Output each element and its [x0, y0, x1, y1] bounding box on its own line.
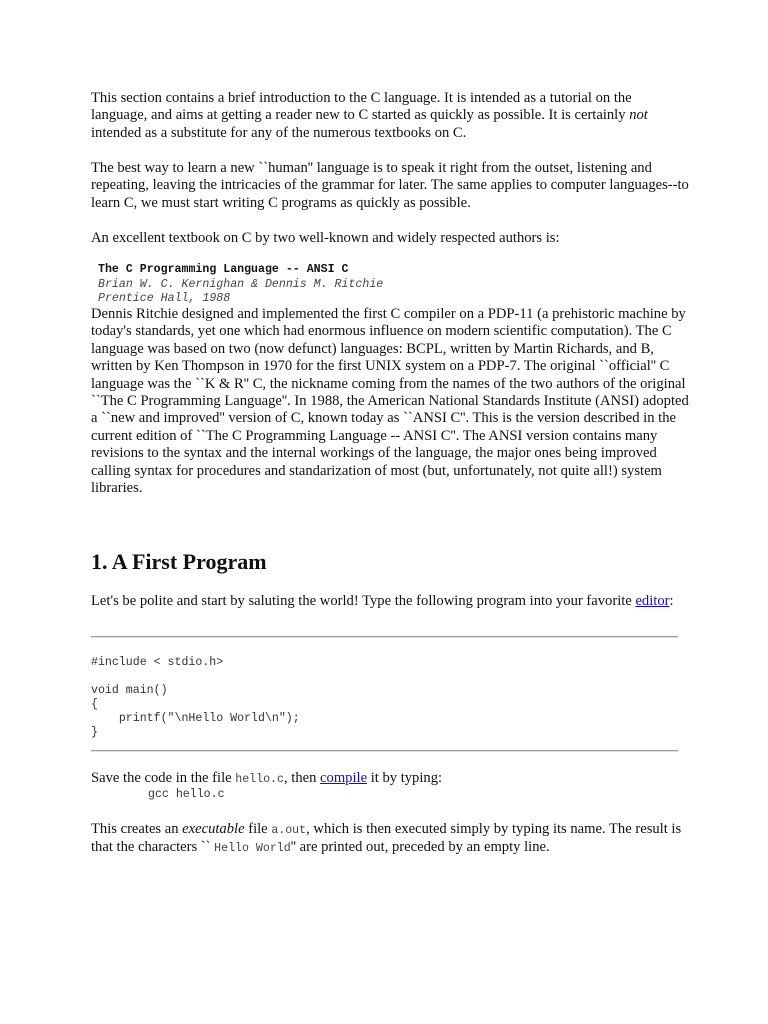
filename-a-out: a.out	[271, 824, 307, 837]
textbook-intro-paragraph: An excellent textbook on C by two well-known and widely respected authors is:	[91, 230, 560, 246]
intro-text-a: This section contains a brief introduction to the C language. It is intended as a tutorial on the language, and aims at getting a reader new to C started as quickly as possible. It is certainly	[91, 90, 632, 124]
book-title: The C Programming Language -- ANSI C	[98, 263, 349, 276]
executable-emphasis: executable	[182, 821, 245, 837]
lead-text-b: :	[669, 593, 674, 609]
book-authors: Brian W. C. Kernighan & Dennis M. Ritchie	[98, 277, 384, 291]
save-text-b: , then	[283, 770, 321, 786]
intro-paragraph	[91, 90, 691, 142]
hello-world-code: #include < stdio.h> void main() { printf("\nHello World\n"); }	[91, 656, 300, 740]
first-program-lead	[91, 593, 691, 610]
exec-text-c: , which is then executed simply by typing its name. The result is that the characters ``	[91, 821, 682, 856]
history-paragraph: Dennis Ritchie designed and implemented the first C compiler on a PDP-11 (a prehistoric machine by today's standards, yet one which had enormous influence on modern scientific computation). The C language was based on two (now defunct) languages: BCPL, written by Martin Richards, and B, written by Ken Thompson in 1970 for the first UNIX system on a PDP-7. The original ``official'' C language was the ``K & R'' C, the nickname coming from the names of the two authors of the original ``The C Programming Language''. In 1988, the American National Standards Institute (ANSI) adopted a ``new and improved'' version of C, known today as ``ANSI C''. This is the version described in the current edition of ``The C Programming Language -- ANSI C''. The ANSI version contains many revisions to the syntax and the internal workings of the language, the major ones being improved calling syntax for procedures and standarization of most (but, unfortunately, not quite all!) system libraries.	[91, 306, 689, 497]
section-heading: 1. A First Program	[91, 549, 267, 574]
exec-text-d: '' are printed out, preceded by an empty line.	[290, 839, 550, 856]
executable-paragraph	[91, 821, 691, 858]
save-text-c: it by typing:	[367, 770, 443, 786]
book-publisher: Prentice Hall, 1988	[98, 292, 231, 305]
save-text-a: Save the code in the file	[91, 770, 236, 786]
book-reference	[98, 263, 383, 307]
hello-world-output: Hello World	[214, 842, 291, 856]
code-top-rule	[91, 636, 678, 638]
editor-link[interactable]: editor	[635, 593, 670, 609]
compile-link[interactable]: compile	[320, 770, 368, 786]
intro-text-b: intended as a substitute for any of the numerous textbooks on C.	[91, 124, 467, 141]
lead-text-a: Let's be polite and start by saluting the world! Type the following program into your favorite	[91, 593, 636, 609]
intro-emphasis: not	[629, 107, 648, 124]
filename-hello-c: hello.c	[235, 773, 284, 786]
learning-paragraph: The best way to learn a new ``human'' language is to speak it right from the outset, listening and repeating, leaving the intricacies of the grammar for later. The same applies to computer languages--to learn C, we must start writing C programs as quickly as possible.	[91, 160, 689, 211]
code-bottom-rule	[91, 750, 678, 752]
exec-text-a: This creates an	[91, 821, 183, 837]
save-paragraph	[91, 770, 691, 788]
compile-command: gcc hello.c	[148, 788, 225, 801]
exec-text-b: file	[244, 821, 272, 837]
